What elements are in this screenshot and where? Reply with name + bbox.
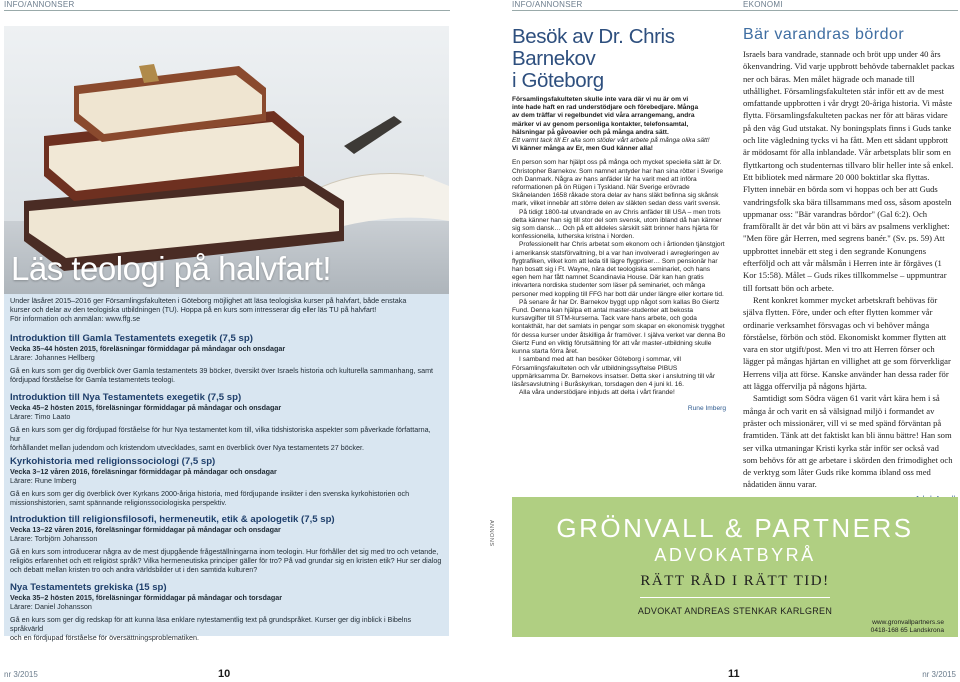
address: 0418-168 65 Landskrona <box>870 627 944 634</box>
firm-tagline: RÄTT RÅD I RÄTT TID! <box>640 573 830 589</box>
course-desc: och debatt mellan kristen tro och andra världsbilder ut i den samtida kulturen? <box>10 565 258 574</box>
course-desc: Gå en kurs som ger dig redskap för att kunna läsa enklare nytestamentlig text på grundspråket. Kurser ger dig inblick i Bibelns språkvärld <box>10 615 412 633</box>
column-para: Rent konkret kommer mycket arbetskraft behövas för själva flytten. Före, under och efter flytten kommer vår ordinarie verksamhet försvagas och vi behöver många förståelse, förbön och stöd. Ekonomiskt kommer flytten att vara en stor utgift/post. Men vi tro att Herren förser och lägger på mångas hjärtan en villighet att ge som förverkligar Herrens vilja att förse. Kanske använder han dessa rader för att lägga offervilja på någons hjärta. <box>743 294 951 392</box>
course-title: Kyrkohistoria med religionssociologi (7,5 sp) <box>10 456 216 467</box>
left-issue: nr 3/2015 <box>4 670 38 679</box>
column-para: Israels bara vandrade, stannade och bröt upp under 40 års ökenvandring. Vid varje uppbrott behövde tabernaklet packas ner och bäras. Men målet hägrade och manade till uthållighet. Församlingsfakulteten står inför ett av de mest omfattande uppbrotten i vår drygt 20-åriga historia. Vi måste flytta. Församlingsfakulteten packas ner för att bäras vidare på den väg Gud utstakat. Ny boningsplats finns i Guds tanke och lite vägledning tycks vi ha fått. Men ett sådant uppbrott är mödosamt för alla inblandade. Vår arbetsplats blir som en flyttkartong och studenternas tillvaro blir heller inte så enkel. Ett bibliotek med närmare 20 000 boktitlar ska flyttas. Flytten innebär en börda som vi hoppas och ber att Guds vandringsfolk ska bära tillsammans med oss, såsom aposteln uppmanar oss: "Bär varandras bördor" (Gal 6:2). Och framförallt är det vår bön att vi bärs av psalmens verklighet: "Men före går Herren, med segrens banér." (Sv. ps. 59) Att uppbrottet innebär ett steg i den segrande Konungens efterföljd och att vår målsmån i Herren inte är förgäves (1 Kor 15:58). Målet – Guds rikes tillkommelse – uppmuntrar till fortsatt bön och arbete. <box>743 49 955 293</box>
course-church-history <box>10 456 442 507</box>
course-teacher: Lärare: Daniel Johansson <box>10 602 92 611</box>
column-title: Bär varandras bördor <box>743 26 905 43</box>
course-title: Nya Testamentets grekiska (15 sp) <box>10 582 167 593</box>
course-desc: religiös erfarenhet och ett religiöst språk? Vilka hermeneutiska principer gäller för tro? På vad grundar sig en kristen etik? Hur ser dialog <box>10 556 442 565</box>
right-section-label: EKONOMI <box>743 0 783 9</box>
article-column <box>512 26 726 414</box>
mid-section-label: INFO/ANNONSER <box>512 0 583 9</box>
course-desc: Gå en kurs som ger dig fördjupad förståelse för hur Nya testamentet kom till, vilka tidshistoriska aspekter som påverkade författarna, hur <box>10 425 431 443</box>
course-desc: Gå en kurs som introducerar några av de mest djupgående frågeställningarna inom teologin. Hur förhåller det sig med tro och vetande, <box>10 547 439 556</box>
intro-link[interactable]: För information och anmälan: www.ffg.se <box>10 314 141 323</box>
course-desc: Gå en kurs som ger dig överblick över Kyrkans 2000-åriga historia, med fördjupande insikter i den svenska kyrkohistorien och <box>10 489 410 498</box>
course-advert-panel <box>4 26 449 642</box>
annons-label: ANNONS <box>488 520 494 547</box>
intro-text <box>10 296 442 323</box>
course-title: Introduktion till religionsfilosofi, hermeneutik, etik & apologetik (7,5 sp) <box>10 514 335 525</box>
books-photo <box>4 26 449 294</box>
law-firm-advert <box>512 497 958 637</box>
article-para: I samband med att han besöker Göteborg i sommar, vill Församlingsfakulteten och vår utbildningssyftelse PIBUS uppmärksamma Dr. Barnekovs insatser. Detta sker i anslutning till vår läsårsavslutning i Buråskyrkan, torsdagen den 4 juni kl. 16. <box>512 356 716 388</box>
course-philosophy <box>10 514 442 574</box>
left-page-number: 10 <box>218 668 231 680</box>
article-para: Alla våra understödjare inbjuds att delta i vårt firande! <box>519 389 675 397</box>
course-nt <box>10 392 442 452</box>
article-para: På senare år har Dr. Barnekov byggt upp något som kallas Bo Giertz Fund. Denna kan hjälpa ett antal master-studenter att bekosta kursavgifter till STM-kurserna. Tack vare hans arbete, och goda kontakthät, har det samlats in pengar som skapar en ekonomisk trygghet för dessa kurser under åtskilliga år framöver. I själva verket var denna Bo Giertz Fund en viktig förutsättning för att vår master-utbildning skulle kunna starta förra året. <box>512 298 726 356</box>
right-issue: nr 3/2015 <box>922 670 956 679</box>
lead-italic: Ett varmt tack till Er alla som stöder vårt arbete på många olika sätt! <box>512 137 710 145</box>
course-desc: Gå en kurs som ger dig överblick över Gamla testamentets 39 böcker, översikt över Israels historia och kulturella sammanhang, samt <box>10 366 434 375</box>
course-desc: förhållandet mellan judendom och kristendom utvecklades, samt en överblick över Nya testamentets 27 böcker. <box>10 443 364 452</box>
course-teacher: Lärare: Rune Imberg <box>10 476 77 485</box>
lead-line: inte hade haft en rad understödjare och förebedjare. Många <box>512 104 699 112</box>
opinion-column <box>743 26 955 506</box>
course-schedule: Vecka 45–2 hösten 2015, föreläsningar förmiddagar på måndagar och onsdagar <box>10 403 282 412</box>
course-desc: missionshistorien, samt spännande religionssociologiska perspektiv. <box>10 498 227 507</box>
firm-name: GRÖNVALL & PARTNERS <box>556 513 914 543</box>
divider <box>640 597 830 598</box>
left-section-label: INFO/ANNONSER <box>4 0 75 9</box>
course-schedule: Vecka 35–2 hösten 2015, föreläsningar förmiddagar på måndagar och torsdagar <box>10 593 283 602</box>
article-title-line: i Göteborg <box>512 69 604 92</box>
intro-line: Under läsåret 2015–2016 ger Församlingsfakulteten i Göteborg möjlighet att läsa teologiska kurser på halvfart, både enstaka <box>10 296 407 305</box>
course-greek <box>10 582 442 642</box>
contact-info <box>871 619 944 635</box>
course-title: Introduktion till Nya Testamentets exegetik (7,5 sp) <box>10 392 242 403</box>
lead-line: hälsningar på gåvoavier och på många andra sätt. <box>512 128 669 136</box>
article-lead <box>512 96 726 153</box>
course-schedule: Vecka 3–12 våren 2016, föreläsningar förmiddagar på måndagar och onsdagar <box>10 467 277 476</box>
lead-end: Vi känner många av Er, men Gud känner alla! <box>512 145 653 153</box>
lawyer-name: ADVOKAT ANDREAS STENKAR KARLGREN <box>637 606 833 616</box>
website-link[interactable]: www.gronvallpartners.se <box>872 619 944 626</box>
article-para: En person som har hjälpt oss på många och mycket speciella sätt är Dr. Christopher Barnekov. Som namnet antyder har han sina rötter i Sverige och Danmark. Några av hans anfäder lär ha varit med att införa reformationen på ön Rügen i Tyskland. När Sverige erövrade Skånelanden 1658 råkade stora delar av hans släkt befinna sig skånsk mark, vilket innebär att större delen av släkten sedan dess varit svensk. <box>512 159 723 208</box>
hero-title: Läs teologi på halvfart! <box>11 250 332 287</box>
article-para: På tidigt 1800-tal utvandrade en av Chris anfäder till USA – men trots detta känner han sig till stor del som svensk, utom ibland då han känner sig som dansk… Och på ett alldeles särskilt sätt brinner hans hjärta för konfessionella, lutherska kristna i Norden. <box>512 208 722 241</box>
article-title <box>512 26 726 92</box>
course-teacher: Lärare: Johannes Hellberg <box>10 353 95 362</box>
course-desc: fördjupad förståelse för Gamla testamentets teologi. <box>10 375 176 384</box>
article-para: Professionellt har Chris arbetat som ekonom och i årtionden tjänstgjort i amerikansk statsförvaltning, bl a var han involverad i avregleringen av flygtrafiken, vilket kom att leda till lägre flygpriser… Som pensionär har han bosatt sig i Ft. Wayne, nära det teologiska seminariet, och hans egen hem har fått namnet Scandinavia House. Där kan han gratis inkvartera nordiska studenter som läser på seminariet, och många personer med koppling till FFG har bott där under längre eller kortare tid. <box>512 241 725 298</box>
right-page-number: 11 <box>728 668 740 680</box>
lead-line: Församlingsfakulteten skulle inte vara där vi nu är om vi <box>512 96 689 103</box>
course-schedule: Vecka 35–44 hösten 2015, föreläsningar förmiddagar på måndagar och onsdagar <box>10 344 286 353</box>
course-teacher: Lärare: Timo Laato <box>10 412 71 421</box>
column-para: Samtidigt som Södra vägen 61 varit vårt kära hem i så många år och varit en så välsignad miljö i formandet av präster och missionärer, vill vi se med spänd förväntan på framtiden. Tänk att det faktiskt kan bli ännu bättre! Han som ser vilka utmaningar Kristi kyrka står inför ser också vad som behövs för att ge arbetare i skörden den frimodighet och de verktyg som låter Guds rike komma ibland oss med nådatiden ännu varar. <box>743 393 953 490</box>
intro-line: kurser och delar av den teologiska utbildningen (TU). Hoppa på en kurs som intresserar dig eller läs TU på halvfart! <box>10 305 377 314</box>
lead-line: märker vi av genom personliga kontakter, telefonsamtal, <box>512 120 689 128</box>
course-schedule: Vecka 13–22 våren 2016, föreläsningar förmiddagar på måndagar och onsdagar <box>10 525 281 534</box>
article-signature: Rune Imberg <box>687 405 726 413</box>
firm-type: ADVOKATBYRÅ <box>654 545 816 565</box>
course-desc: och en fördjupad förståelse för översättningsproblematiken. <box>10 633 199 642</box>
right-header <box>512 0 958 11</box>
lead-line: av dem träffar vi regelbundet vid våra arrangemang, andra <box>512 112 695 120</box>
article-title-line: Besök av Dr. Chris Barnekov <box>512 25 675 70</box>
left-header <box>4 0 450 11</box>
course-teacher: Lärare: Torbjörn Johansson <box>10 534 98 543</box>
course-gt <box>10 333 442 384</box>
course-title: Introduktion till Gamla Testamentets exegetik (7,5 sp) <box>10 333 253 344</box>
